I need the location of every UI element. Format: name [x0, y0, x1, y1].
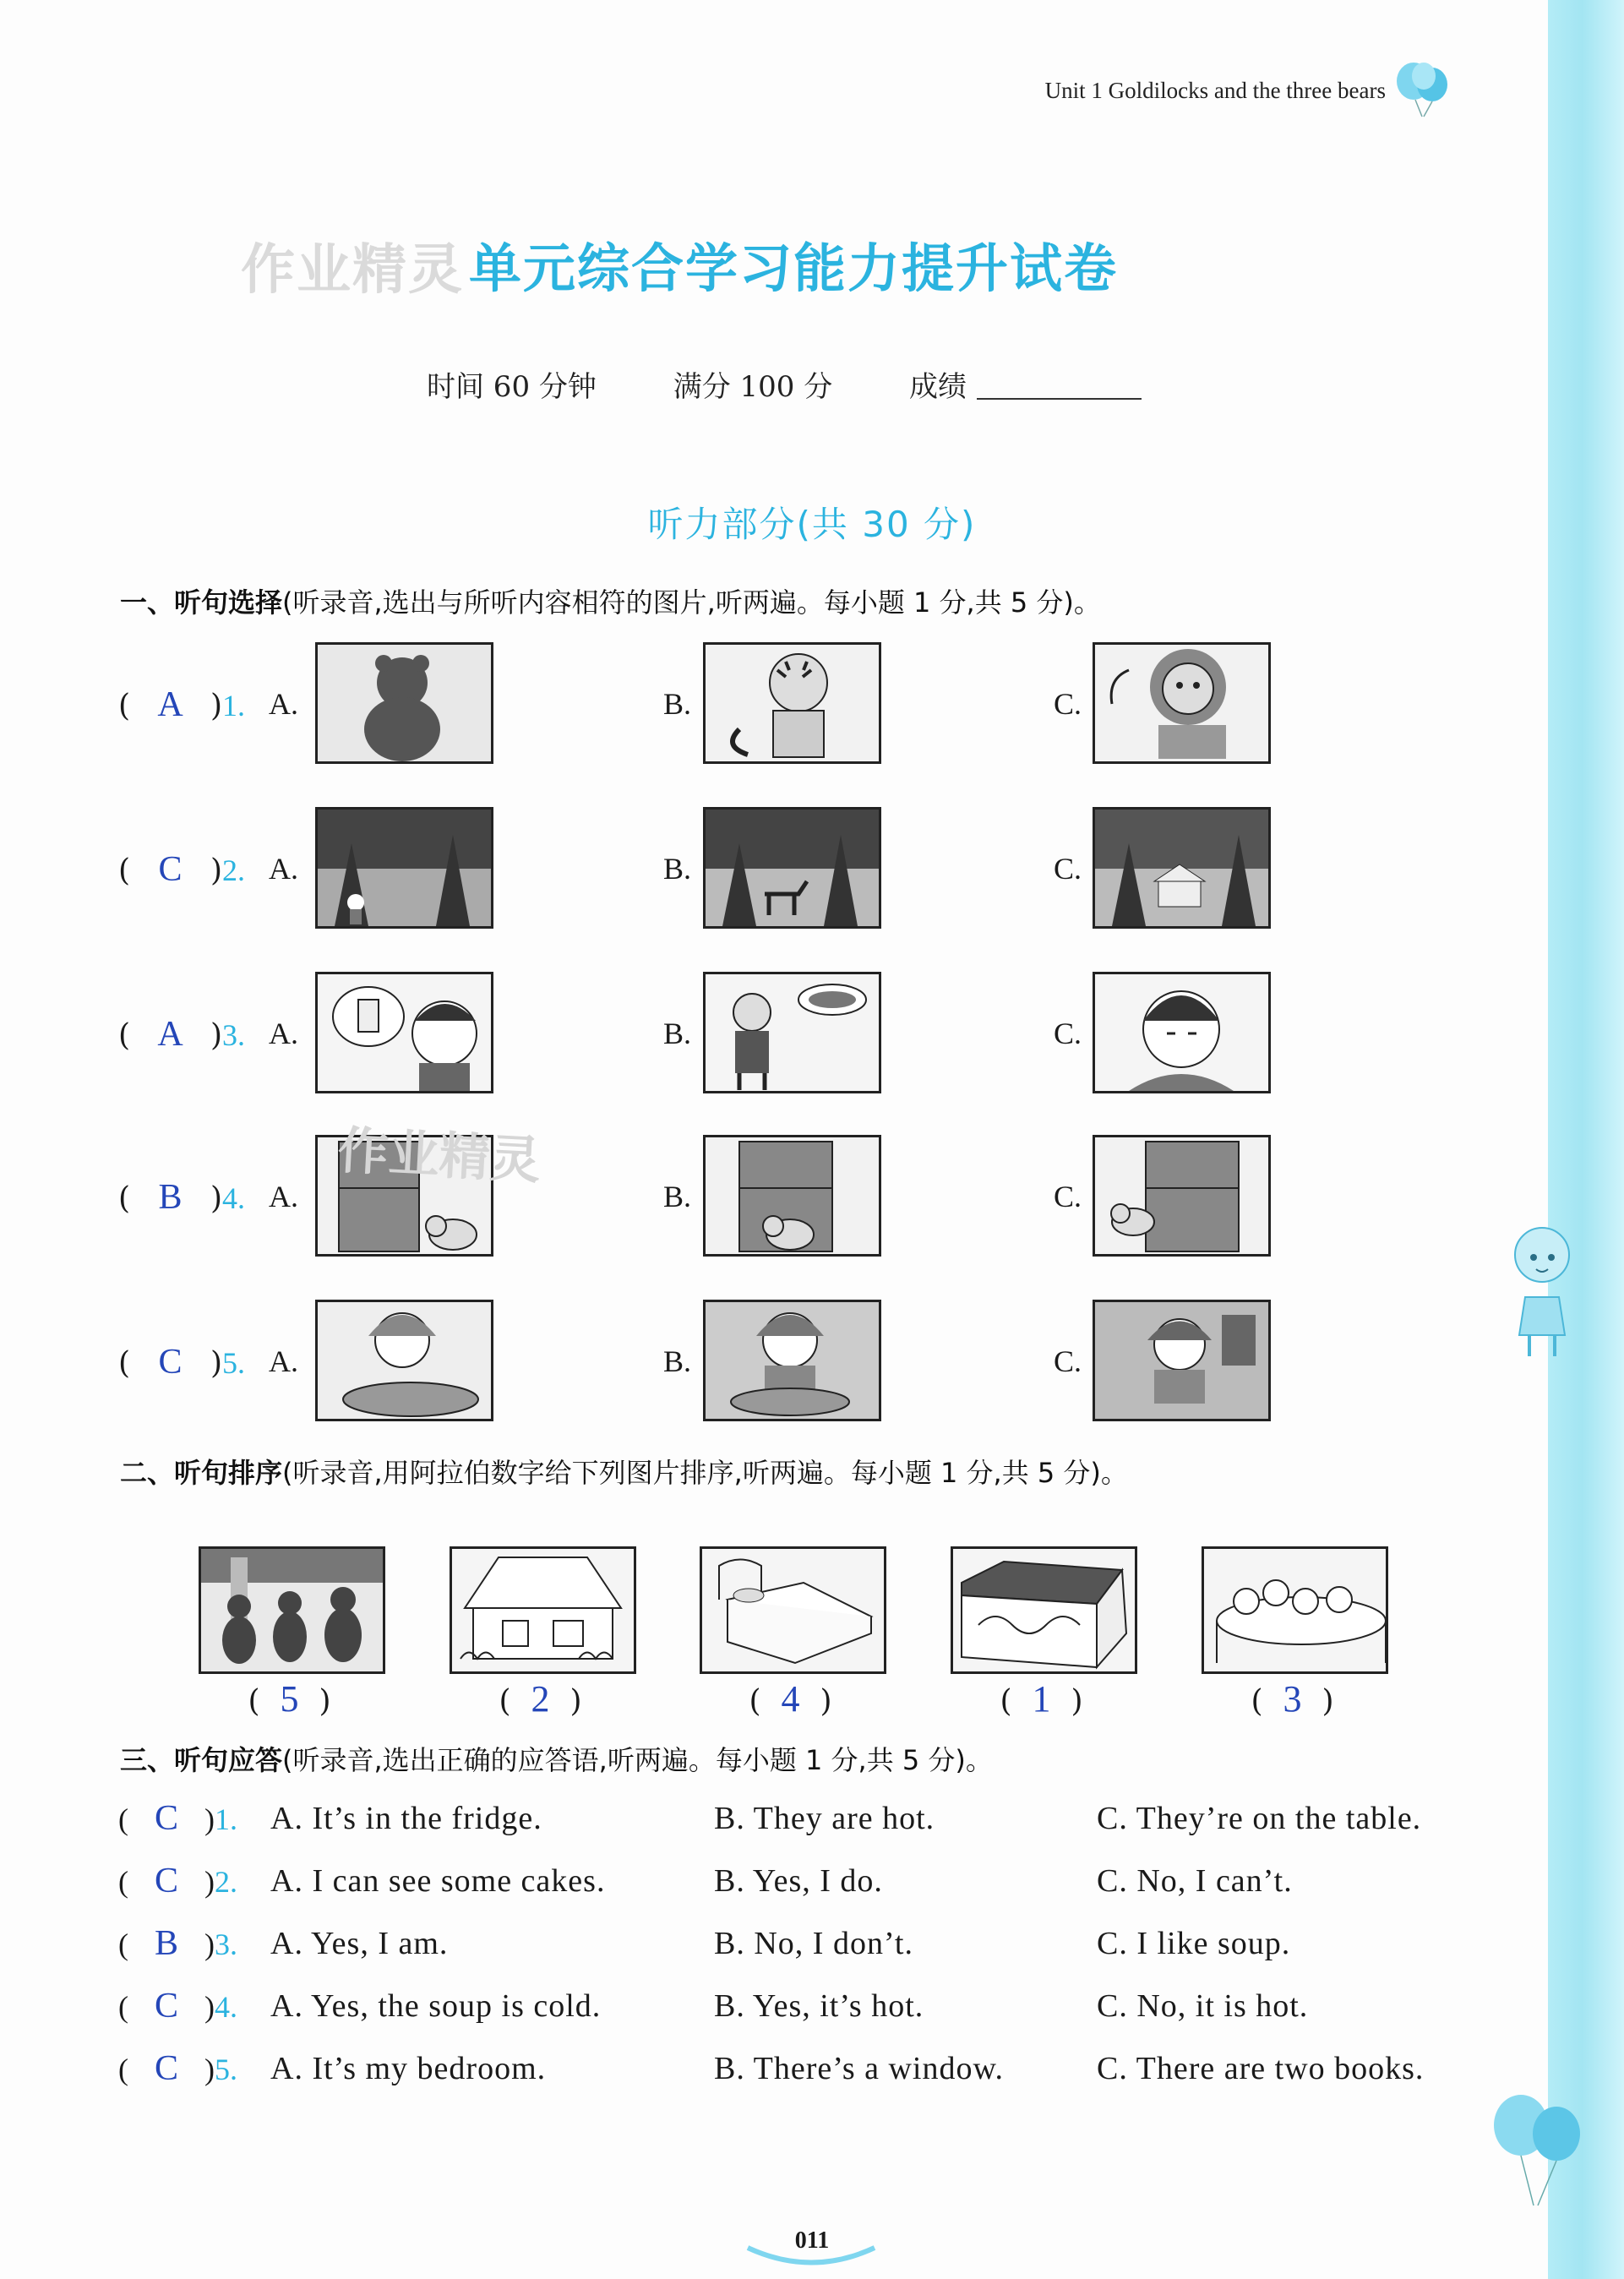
section-title: 听力部分(共 30 分) — [647, 504, 977, 545]
page-title: 单元综合学习能力提升试卷 — [469, 237, 1119, 299]
option-label-b: B. — [663, 1344, 692, 1378]
score-blank[interactable] — [977, 373, 1142, 400]
picture-forest-horse — [703, 807, 881, 929]
option-label-c: C. — [1054, 1344, 1082, 1378]
option-label-b: B. — [663, 1017, 692, 1050]
picture-thirsty-boy — [315, 972, 493, 1093]
exam-info — [427, 363, 1209, 405]
option-label-b: B. — [663, 852, 692, 886]
option-a: A. I can see some cakes. — [270, 1863, 606, 1899]
question-number: 5. — [222, 1346, 245, 1380]
page-number: 011 — [794, 2227, 830, 2254]
option-label-a: A. — [269, 852, 298, 886]
exam-score-label: 成绩 — [909, 363, 1209, 405]
option-b: B. They are hot. — [714, 1801, 935, 1836]
option-c: C. No, I can’t. — [1097, 1863, 1293, 1899]
order-picture-fruit-table — [1202, 1546, 1388, 1674]
option-c: C. They’re on the table. — [1097, 1801, 1422, 1836]
picture-fridge-cat-side — [1093, 1135, 1271, 1257]
part1-heading: 一、听句选择(听录音,选出与所听内容相符的图片,听两遍。每小题 1 分,共 5 分)。 — [120, 586, 1101, 619]
option-a: A. Yes, I am. — [270, 1926, 449, 1961]
option-label-c: C. — [1054, 1017, 1082, 1050]
unit-header: Unit 1 Goldilocks and the three bears — [1044, 78, 1386, 103]
answer-value: C — [154, 1799, 178, 1838]
order-answer-5: ( 3 ) — [1251, 1678, 1334, 1720]
question-number: 3. — [222, 1018, 245, 1052]
option-label-b: B. — [663, 1180, 692, 1213]
page-number-decoration — [744, 2244, 879, 2272]
listening-question-4 — [0, 1135, 1624, 1253]
answer-value: C — [154, 2049, 178, 2088]
answer-value: B — [158, 1178, 183, 1217]
question-number: 1. — [222, 689, 245, 722]
answer-value: C — [154, 1987, 178, 2025]
response-question-2: ( C )2. A. I can see some cakes. B. Yes, I do. C. No, I can’t. — [118, 1862, 1293, 1900]
picture-fridge-cat-bottom — [703, 1135, 881, 1257]
option-c: C. No, it is hot. — [1097, 1988, 1309, 2024]
answer-value: A — [157, 685, 183, 724]
listening-question-2 — [0, 807, 1624, 925]
exam-full-score: 满分 100 分 — [673, 370, 833, 404]
option-label-c: C. — [1054, 687, 1082, 721]
order-answer-4: ( 1 ) — [1000, 1678, 1083, 1720]
picture-forest-house — [1093, 807, 1271, 929]
answer-bracket: ( C )5. — [118, 1343, 245, 1382]
answer-bracket: ( A )1. — [118, 685, 245, 724]
response-question-1: ( C )1. A. It’s in the fridge. B. They are hot. C. They’re on the table. — [118, 1799, 1422, 1838]
question-number: 4. — [222, 1181, 245, 1215]
answer-bracket: ( B )4. — [118, 1178, 245, 1217]
picture-girl-at-table — [1093, 1300, 1271, 1421]
option-c: C. There are two books. — [1097, 2051, 1425, 2086]
watermark-middle: 作业精灵 — [336, 1120, 542, 1191]
picture-forest-girl — [315, 807, 493, 929]
answer-value: C — [158, 850, 183, 889]
order-answer-1: ( 5 ) — [248, 1678, 331, 1720]
picture-lion — [1093, 642, 1271, 764]
order-answer-3: ( 4 ) — [749, 1678, 832, 1720]
watermark-title: 作业精灵 — [241, 239, 464, 302]
picture-girl-eating-soup — [315, 1300, 493, 1421]
picture-hungry-boy — [703, 972, 881, 1093]
answer-value: C — [154, 1862, 178, 1900]
question-number: 2. — [222, 853, 245, 887]
option-label-b: B. — [663, 687, 692, 721]
order-picture-toy-box — [951, 1546, 1137, 1674]
answer-bracket: ( A )3. — [118, 1015, 245, 1054]
balloons-bottom-icon — [1487, 2087, 1589, 2217]
answer-value: B — [154, 1924, 178, 1963]
picture-tired-girl — [1093, 972, 1271, 1093]
order-picture-bed — [700, 1546, 886, 1674]
listening-question-5 — [0, 1300, 1624, 1418]
answer-value: C — [158, 1343, 183, 1382]
listening-question-1 — [0, 642, 1624, 761]
option-label-a: A. — [269, 1017, 298, 1050]
picture-girl-crying — [703, 1300, 881, 1421]
answer-value: A — [157, 1015, 183, 1054]
option-label-a: A. — [269, 687, 298, 721]
exam-time: 时间 60 分钟 — [427, 370, 597, 404]
option-label-a: A. — [269, 1180, 298, 1213]
option-c: C. I like soup. — [1097, 1926, 1291, 1961]
part2-heading: 二、听句排序(听录音,用阿拉伯数字给下列图片排序,听两遍。每小题 1 分,共 5 分)。 — [120, 1457, 1128, 1489]
option-label-c: C. — [1054, 852, 1082, 886]
balloons-icon — [1390, 57, 1458, 128]
answer-bracket: ( C )2. — [118, 850, 245, 889]
option-label-c: C. — [1054, 1180, 1082, 1213]
picture-tiger — [703, 642, 881, 764]
response-question-4: ( C )4. A. Yes, the soup is cold. B. Yes, it’s hot. C. No, it is hot. — [118, 1987, 1309, 2025]
response-question-3: ( B )3. A. Yes, I am. B. No, I don’t. C. I like soup. — [118, 1924, 1291, 1963]
picture-bear — [315, 642, 493, 764]
order-picture-three-bears — [199, 1546, 385, 1674]
option-a: A. Yes, the soup is cold. — [270, 1988, 602, 2024]
listening-question-3 — [0, 972, 1624, 1090]
option-b: B. Yes, it’s hot. — [714, 1988, 924, 2024]
order-answer-2: ( 2 ) — [499, 1678, 582, 1720]
option-a: A. It’s my bedroom. — [270, 2051, 547, 2086]
order-picture-house — [450, 1546, 636, 1674]
response-question-5: ( C )5. A. It’s my bedroom. B. There’s a window. C. There are two books. — [118, 2049, 1425, 2088]
option-b: B. There’s a window. — [714, 2051, 1004, 2086]
part3-heading: 三、听句应答(听录音,选出正确的应答语,听两遍。每小题 1 分,共 5 分)。 — [120, 1744, 993, 1776]
option-b: B. No, I don’t. — [714, 1926, 913, 1961]
cartoon-girl-icon — [1504, 1217, 1580, 1364]
option-a: A. It’s in the fridge. — [270, 1801, 542, 1836]
option-label-a: A. — [269, 1344, 298, 1378]
option-b: B. Yes, I do. — [714, 1863, 883, 1899]
